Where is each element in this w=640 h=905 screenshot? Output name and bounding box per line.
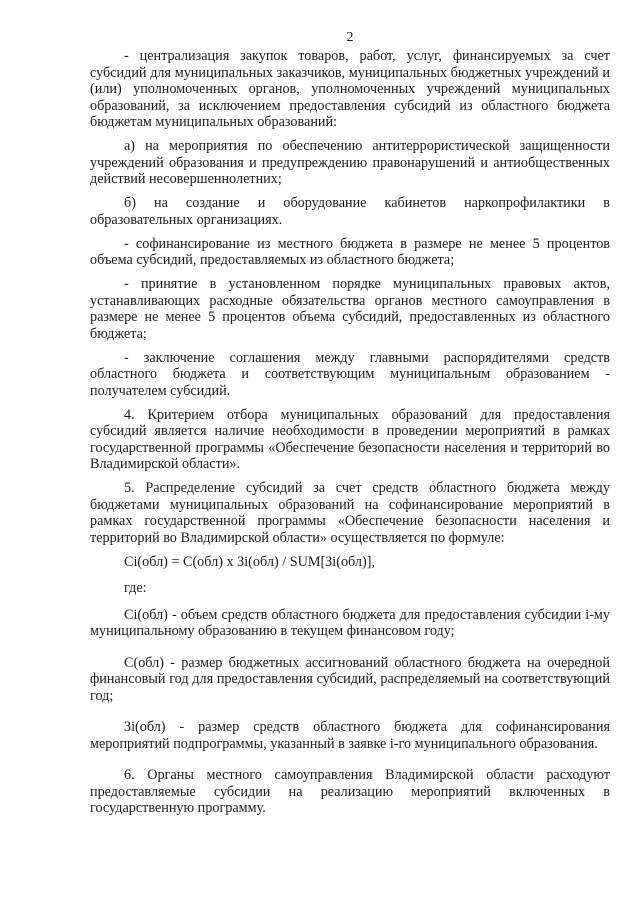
paragraph-legal-acts: - принятие в установленном порядке муниципальных правовых актов, устанавливающих расходные обязательства органов местного самоуправления в размере не менее 5 процентов объема субсидий, предоставленных из областного бюджета; xyxy=(90,276,610,342)
paragraph-cofinancing: - софинансирование из местного бюджета в размере не менее 5 процентов объема субсидий, предоставляемых из областного бюджета; xyxy=(90,235,610,268)
definition-ci: Ci(обл) - объем средств областного бюджета для предоставления субсидии i-му муниципальному образованию в текущем финансовом году; xyxy=(90,606,610,639)
definition-c: C(обл) - размер бюджетных ассигнований областного бюджета на очередной финансовый год для предоставления субсидий, распределяемый на соответствующий год; xyxy=(90,654,610,704)
paragraph-section-5: 5. Распределение субсидий за счет средств областного бюджета между бюджетами муниципальных образований на софинансирование мероприятий в рамках государственной программы «Обеспечение безопасности населения и территорий во Владимирской области» осуществляется по формуле: xyxy=(90,480,610,546)
paragraph-item-a: а) на мероприятия по обеспечению антитеррористической защищенности учреждений образования и предупреждению правонарушений и антиобщественных действий несовершеннолетних; xyxy=(90,138,610,187)
paragraph-procurement: - централизация закупок товаров, работ, услуг, финансируемых за счет субсидий для муниципальных заказчиков, муниципальных бюджетных учреждений и (или) уполномоченных органов, уполномоченных учреждений муниципальных образований, за исключением предоставления субсидий из областного бюджета бюджетам муниципальных образований: xyxy=(90,48,610,130)
paragraph-agreement: - заключение соглашения между главными распорядителями средств областного бюджета и соответствующим муниципальным образованием - получателем субсидий. xyxy=(90,349,610,399)
definition-zi: Зi(обл) - размер средств областного бюджета для софинансирования мероприятий подпрограммы, указанный в заявке i-го муниципального образования. xyxy=(90,719,610,752)
paragraph-section-6: 6. Органы местного самоуправления Владимирской области расходуют предоставляемые субсидии на реализацию мероприятий включенных в государственную программу. xyxy=(90,767,610,816)
formula: Ci(обл) = C(обл) x Зi(обл) / SUM[Зi(обл)], xyxy=(124,553,375,570)
page-number: 2 xyxy=(346,30,354,45)
paragraph-item-b: б) на создание и оборудование кабинетов наркопрофилактики в образовательных организациях. xyxy=(90,195,610,228)
paragraph-section-4: 4. Критерием отбора муниципальных образований для предоставления субсидий является наличие необходимости в проведении мероприятий в рамках государственной программы «Обеспечение безопасности населения и территорий во Владимирской области». xyxy=(90,406,610,472)
formula-where: где: xyxy=(124,580,147,596)
